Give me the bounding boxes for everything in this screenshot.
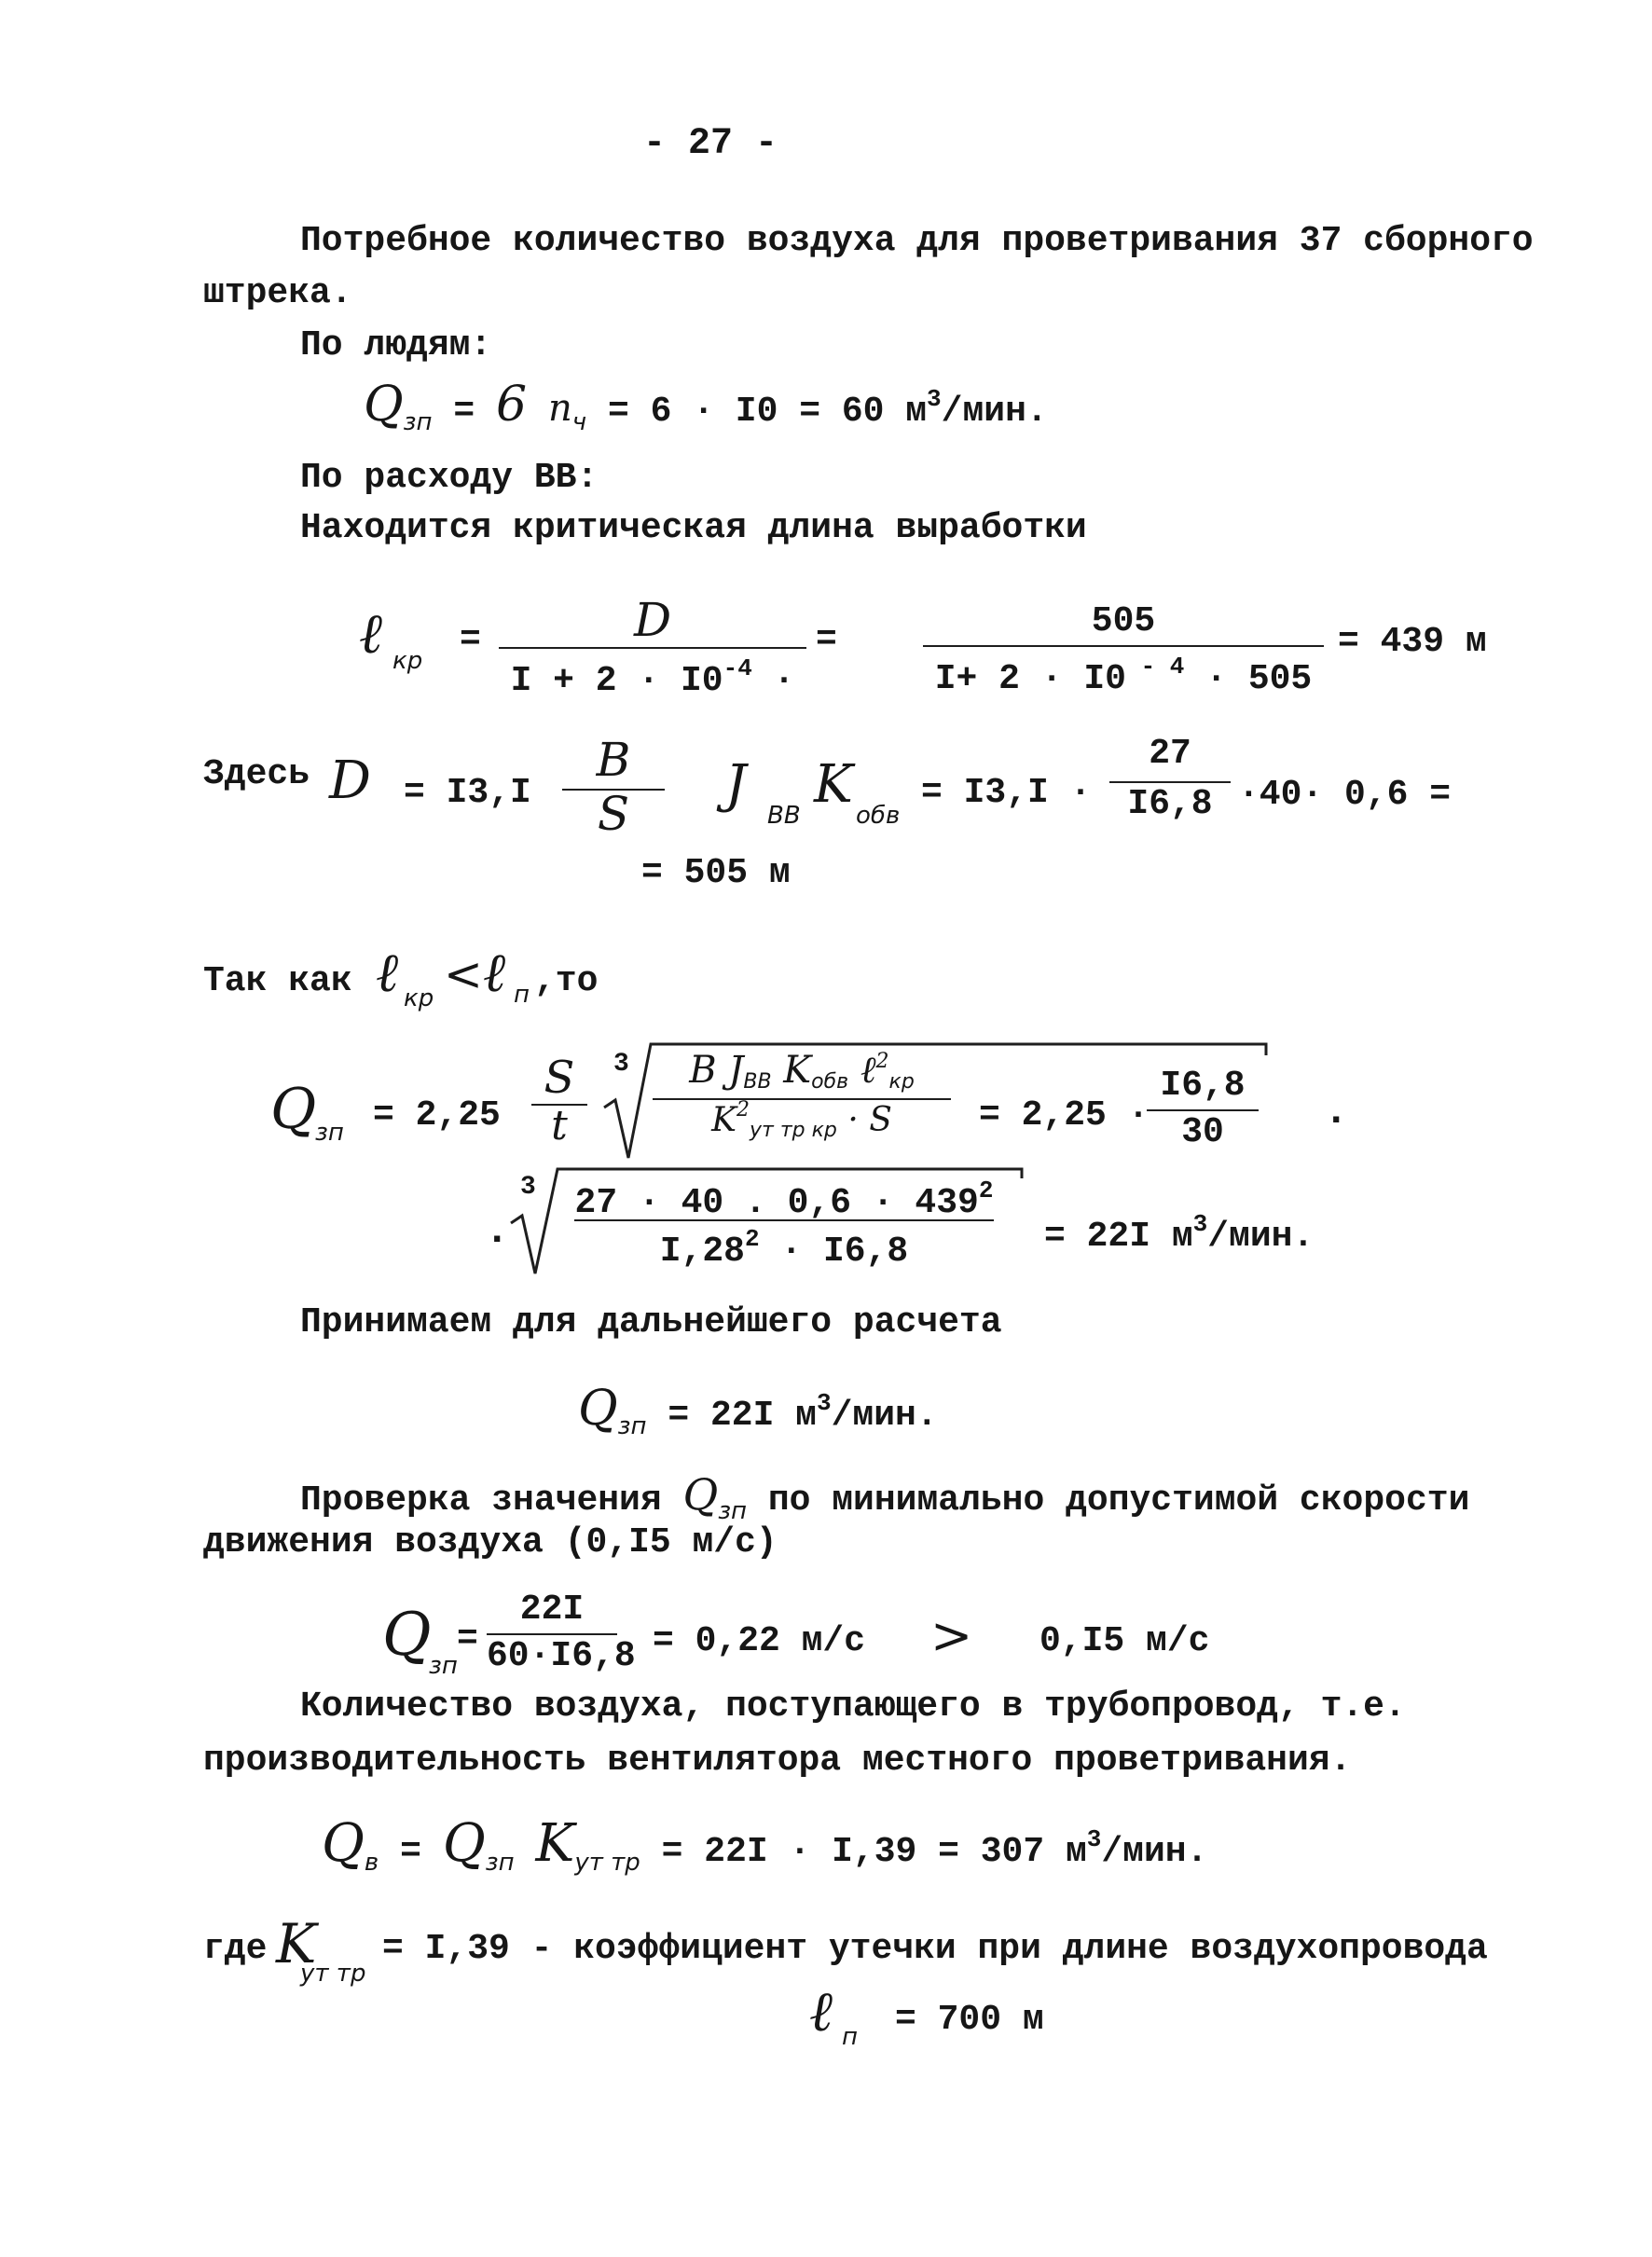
check-eq-fraction <box>487 1590 636 1676</box>
equation-q-main <box>270 1035 1482 1277</box>
q-main-symbol: Q <box>270 1077 317 1142</box>
k-subscript: обв <box>856 802 901 830</box>
q-symbol: Q <box>364 377 404 433</box>
accept-line: Принимаем для дальнейшего расчета <box>300 1302 1002 1342</box>
j-symbol: J <box>725 754 747 815</box>
q-main-equals: = 2,25 <box>373 1095 501 1135</box>
q-main-result: = 22I $м^3$/мин. <box>1044 1210 1315 1257</box>
j-subscript: ВВ <box>767 802 801 830</box>
q-s-numerator: S <box>544 1052 575 1104</box>
greater-than-sign: > <box>930 1606 973 1665</box>
less-than-sign: < <box>444 947 483 1001</box>
l-n-symbol: ℓ <box>483 941 506 1004</box>
fan-q2-symbol: Q <box>442 1813 486 1874</box>
equation-people: $Q_{зп} = 6$ $n_ч = 6 \cdot I0 = 60$ $м^3$/мин. <box>364 377 1048 436</box>
lkr-fraction-2 <box>923 601 1324 699</box>
d-fraction-b-s <box>562 733 665 841</box>
cube-root-1-fraction <box>653 1049 951 1142</box>
lkr-subscript: кр <box>392 647 423 675</box>
people-unit: /мин. <box>941 392 1048 432</box>
equation-d <box>203 733 1508 904</box>
q-subscript: зп <box>403 408 433 436</box>
d-s-denominator: S <box>597 787 630 841</box>
page-number: - 27 - <box>643 123 778 165</box>
leak-text: = I,39 - коэффициент утечки при длине воздухопровода <box>382 1929 1488 1969</box>
by-people-heading: По людям: <box>300 325 492 365</box>
fan-q-subscript: в <box>364 1849 379 1877</box>
equation-check <box>382 1585 1315 1697</box>
q-main-fraction-s-t <box>531 1052 587 1149</box>
lkr-f2-denominator: I+ 2 · I0 $^{- 4}$ · 505 <box>934 653 1313 699</box>
d-symbol: D <box>329 750 371 811</box>
q-168-numerator: I6,8 <box>1160 1066 1246 1106</box>
check-eq-limit: 0,I5 м/с <box>1039 1621 1210 1661</box>
d-27-numerator: 27 <box>1149 734 1191 774</box>
lkr-f1-denominator: $I + 2 \cdot I0^{-4}$ · <box>510 654 795 701</box>
q-line2-dot: · <box>485 1217 510 1263</box>
pipe-line-1: Количество воздуха, поступающего в трубопровод, т.е. <box>300 1686 1406 1727</box>
check-q-subscript: зп <box>718 1497 748 1525</box>
check-eq-numerator: 22I <box>519 1590 585 1630</box>
cube-root-2-fraction <box>574 1178 994 1270</box>
equation-accepted <box>578 1381 938 1440</box>
check-eq-q-symbol: Q <box>382 1601 432 1670</box>
check-eq-equals: = <box>457 1619 478 1659</box>
root-2-denominator: $I,28^2 \cdot I6,8$ <box>659 1225 909 1272</box>
leak-l-symbol: ℓ <box>809 1979 833 2044</box>
d-label: Здесь <box>203 754 310 794</box>
lkr-equals-2: = <box>816 620 837 660</box>
d-fraction-27-168 <box>1109 736 1231 822</box>
condition-prefix: Так как <box>203 961 352 1001</box>
intro-line-2: штрека. <box>203 273 352 313</box>
by-explosive-heading: По расходу ВВ: <box>300 458 599 498</box>
n-symbol: n <box>547 387 572 430</box>
d-b-numerator: B <box>596 733 631 787</box>
cube-root-2 <box>503 1158 1026 1279</box>
cube-root-2-index: 3 <box>520 1173 536 1202</box>
d-equals: = I3,I <box>404 773 531 813</box>
cube-root-1-index: 3 <box>613 1050 629 1079</box>
condition-suffix: ,то <box>534 961 599 1001</box>
d-result: = 505 м <box>641 853 791 893</box>
check-line-2: движения воздуха (0,I5 м/с) <box>203 1522 778 1562</box>
condition-line <box>203 942 856 1025</box>
q-line1-dot: · <box>1324 1097 1349 1144</box>
intro-line-1: Потребное количество воздуха для проветривания 37 сборного <box>300 221 1534 261</box>
root-1-numerator: B $J_{ВВ}$ $K_{обв}$ ℓ$^2_{кр}$ <box>689 1049 915 1094</box>
fan-q-symbol: Q <box>322 1813 365 1874</box>
equation-lkr <box>359 593 1571 701</box>
q-accepted-value: = 22I $м^3$/мин. <box>668 1389 938 1436</box>
check-eq-denominator: 60·I6,8 <box>487 1636 636 1676</box>
leak-prefix: где <box>203 1929 268 1969</box>
root-1-denominator: $K^2_{ут тр кр} \cdot S$ <box>711 1098 892 1142</box>
lkr-result: = 439 м <box>1338 622 1487 662</box>
fan-k-symbol: K <box>535 1813 575 1874</box>
n-subscript: ч <box>571 408 587 436</box>
equation-fan <box>322 1813 1208 1877</box>
coefficient: 6 <box>495 377 528 433</box>
leak-k-subscript: ут тр <box>300 1960 366 1988</box>
q-t-denominator: t <box>551 1102 568 1149</box>
fan-k-subscript: ут тр <box>574 1849 640 1877</box>
lkr-fraction-1 <box>499 593 806 701</box>
k-symbol: K <box>814 754 853 815</box>
q-main-subscript: зп <box>315 1119 344 1147</box>
people-sup: 3 <box>927 385 942 413</box>
people-rest: = 6 · I0 = 60 м <box>607 392 928 432</box>
l-kr-subscript: кр <box>404 984 434 1012</box>
check-line-1: Проверка значения $Q_{зп}$ по минимально допустимой скорости <box>300 1469 1470 1525</box>
q-accepted-subscript: зп <box>617 1412 647 1440</box>
lkr-symbol: ℓ <box>359 601 382 667</box>
d-equals-2: = I3,I · <box>921 773 1092 813</box>
q-accepted-symbol: Q <box>578 1381 618 1437</box>
pipe-line-2: производительность вентилятора местного проветривания. <box>203 1741 1352 1781</box>
leak-k-symbol: K <box>276 1912 317 1975</box>
fan-q2-subscript: зп <box>485 1849 515 1877</box>
l-n-subscript: п <box>514 981 530 1009</box>
lkr-f1-numerator: D <box>633 593 672 647</box>
check-q-symbol: Q <box>682 1469 719 1520</box>
check-eq-q-subscript: зп <box>429 1652 458 1680</box>
l-kr-symbol: ℓ <box>376 941 399 1004</box>
lkr-equals-1: = <box>460 620 481 660</box>
critical-length-line: Находится критическая длина выработки <box>300 508 1087 548</box>
q-30-denominator: 30 <box>1181 1112 1224 1152</box>
root-2-numerator: 27 · 40 . $0,6 \cdot 439^2$ <box>574 1177 994 1223</box>
q-main-equals-2: = 2,25 · <box>979 1095 1150 1135</box>
fan-value: = 22I · I,39 = 307 $м^3$/мин. <box>661 1825 1208 1872</box>
q-main-fraction-168-30 <box>1147 1068 1259 1150</box>
d-tail: ·40· 0,6 = <box>1238 775 1452 815</box>
lkr-f2-numerator: 505 <box>1091 601 1156 641</box>
fan-equals: = <box>400 1832 421 1872</box>
leak-l-subscript: п <box>842 2023 858 2051</box>
check-eq-result: = 0,22 м/с <box>653 1621 866 1661</box>
leak-line <box>203 1909 1602 2058</box>
d-168-denominator: I6,8 <box>1127 784 1213 824</box>
leak-value: = 700 м <box>895 2000 1044 2040</box>
